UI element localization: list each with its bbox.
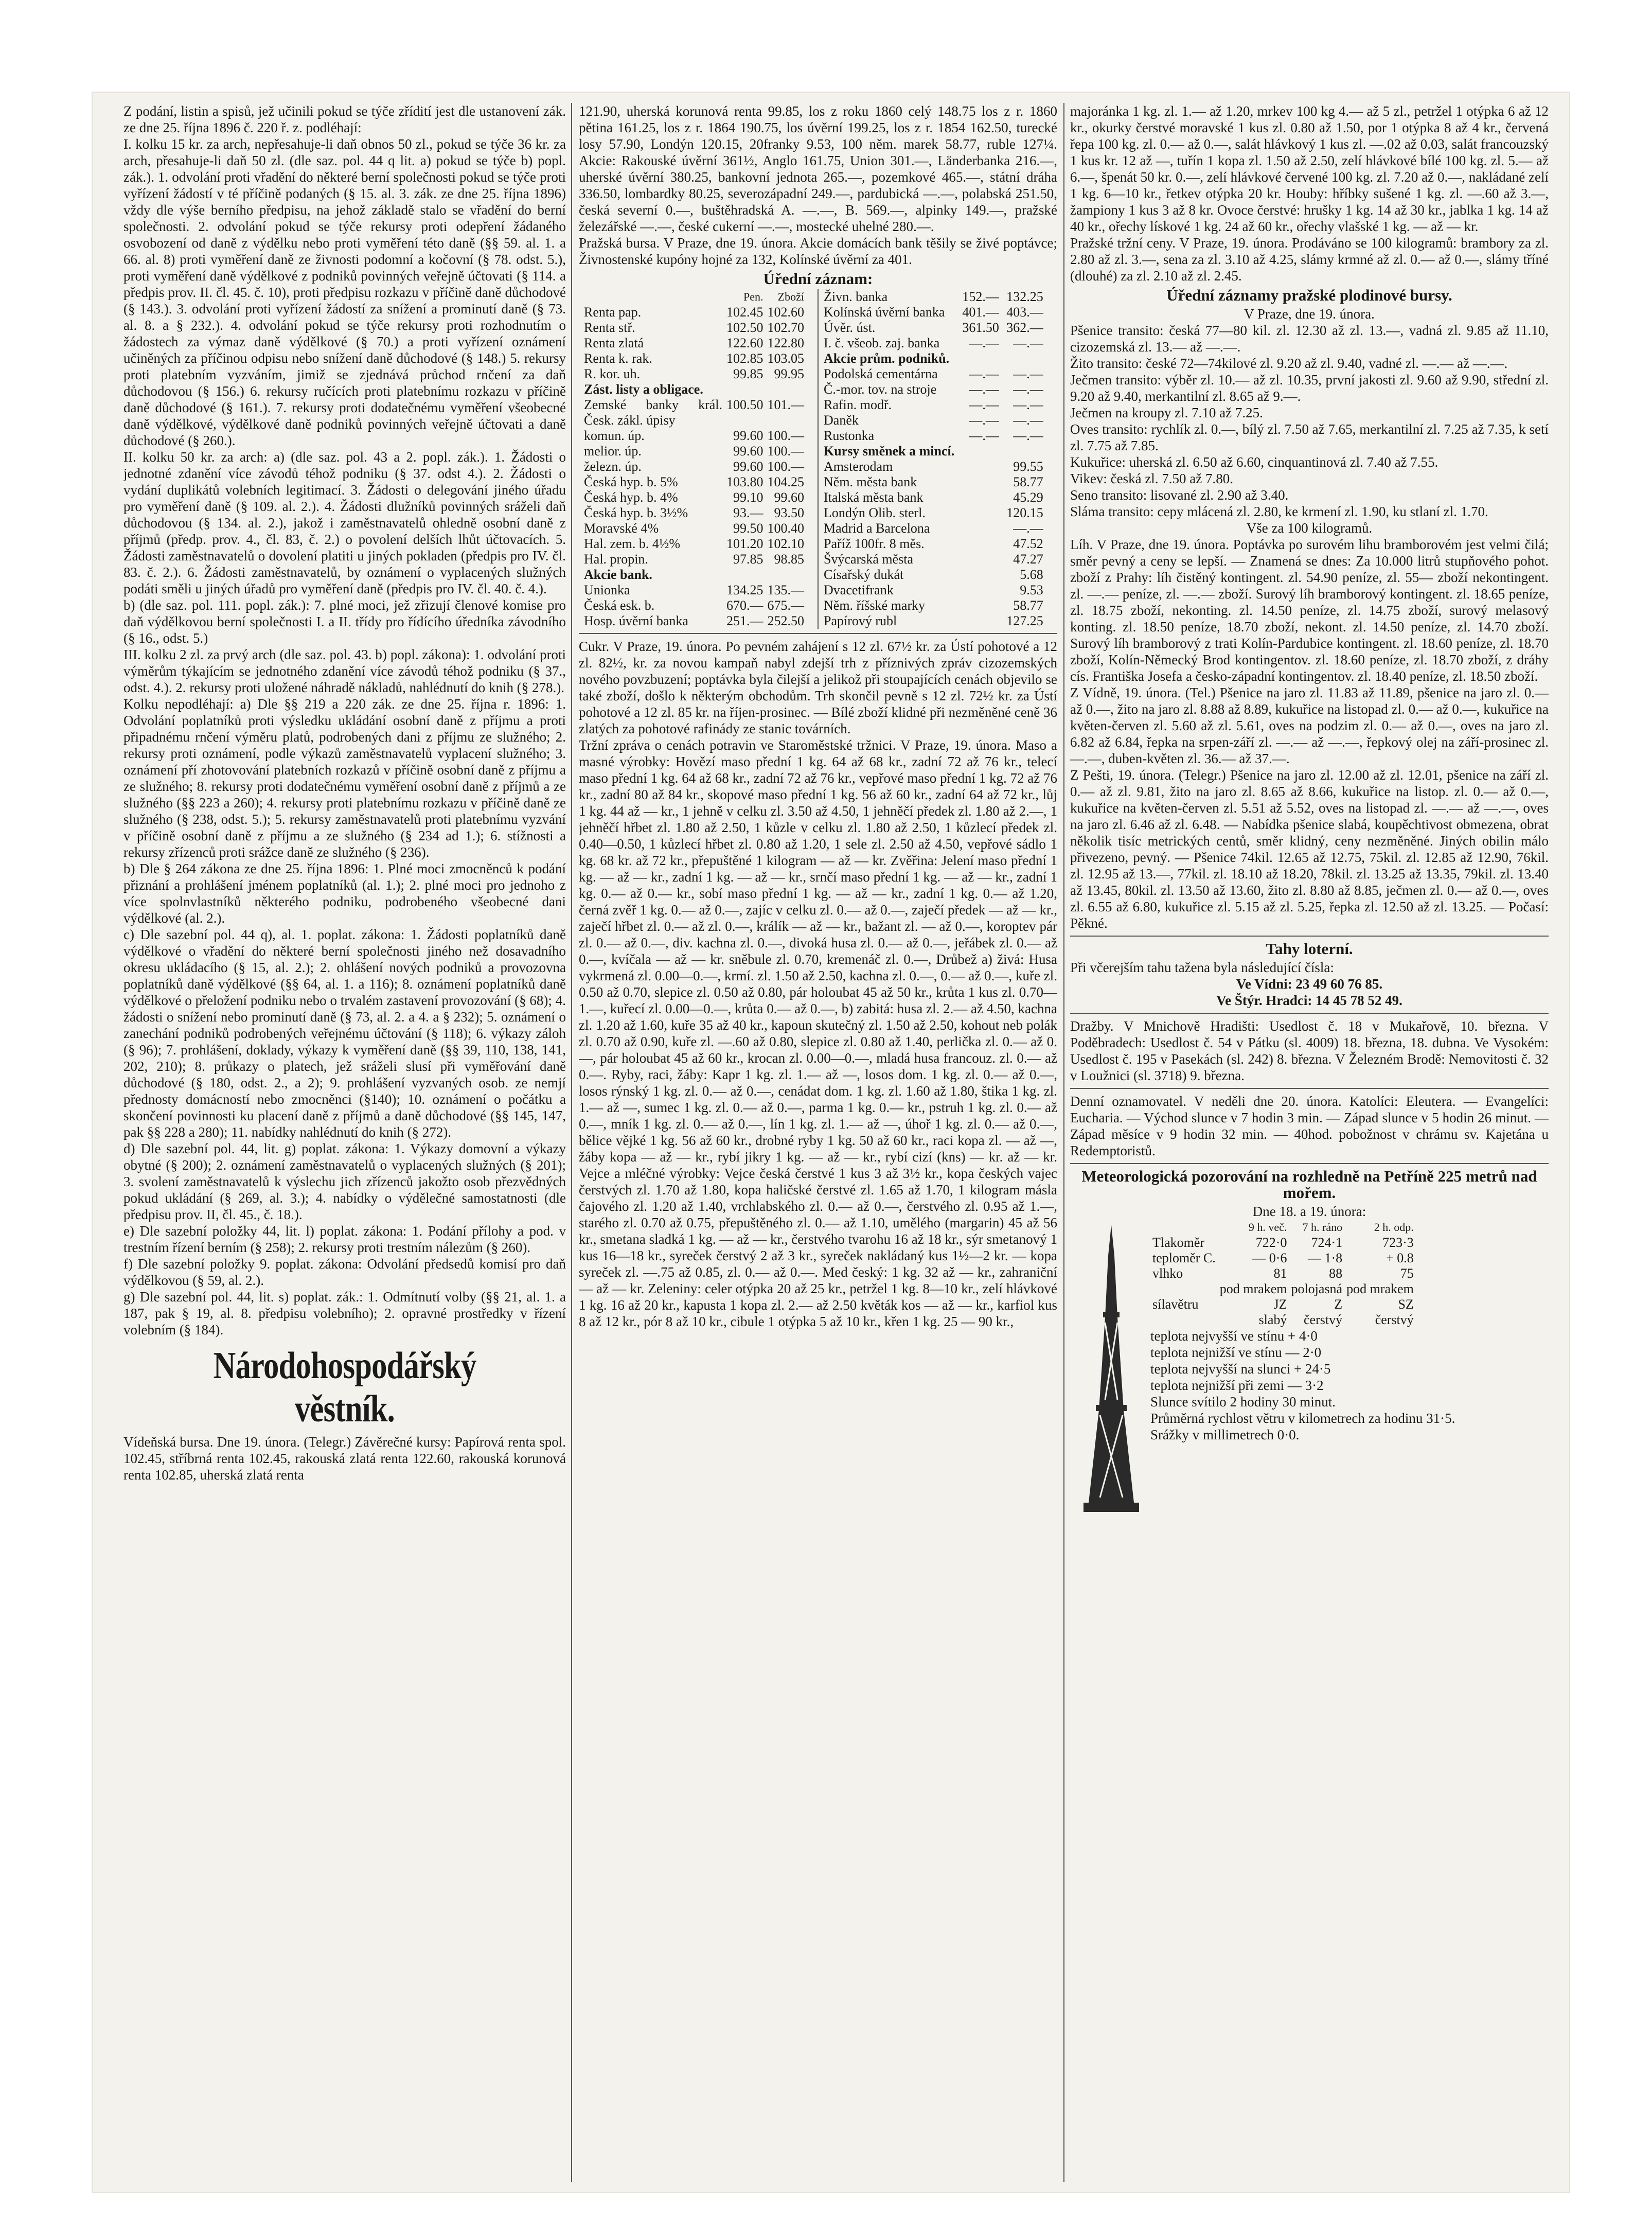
table-row: [822, 598, 1054, 613]
table-cell: čerstvý: [1375, 1312, 1414, 1327]
table-cell: 122.80: [767, 336, 804, 350]
table-cell: Zemské banky král. Česk. zákl. úpisy: [584, 397, 722, 428]
divider: [1070, 1088, 1549, 1089]
table-row: [822, 552, 1054, 567]
divider: [1070, 1013, 1549, 1014]
table-row: [1150, 1281, 1416, 1297]
table-cell: 103.05: [767, 351, 804, 366]
table-cell: 5.68: [1020, 567, 1043, 582]
table-cell: 122.60: [726, 336, 763, 350]
table-cell: Č.-mor. tov. na stroje: [824, 382, 937, 397]
table-cell: — 1·8: [1307, 1250, 1343, 1265]
paragraph: Při včerejším tahu tažena byla následující čísla:: [1070, 960, 1334, 975]
weather-table: [1150, 1220, 1416, 1328]
table-cell: 102.85: [726, 351, 763, 366]
table-row: [582, 598, 814, 613]
table-row: [822, 336, 1054, 351]
table-cell: Dvacetifrank: [824, 583, 894, 597]
table-row: [582, 444, 814, 459]
weather-note: teplota nejnižší při zemi — 3·2: [1150, 1378, 1324, 1393]
table-row: [582, 583, 814, 598]
table-cell: —.—: [1013, 521, 1043, 536]
table-cell: Italská města bank: [824, 490, 923, 505]
table-header-cell: [582, 289, 724, 305]
table-cell: Císařský dukát: [824, 567, 904, 582]
table-cell: čerstvý: [1304, 1312, 1343, 1327]
table-cell: 100.—: [767, 459, 804, 474]
table-cell: —.—: [1013, 428, 1043, 443]
table-cell: komun. úp.: [584, 428, 645, 443]
table-cell: R. kor. uh.: [584, 366, 641, 381]
table-row: [822, 305, 1054, 320]
table-cell: 47.27: [1013, 552, 1043, 567]
table-row: [822, 351, 1054, 366]
table-row: [582, 521, 814, 536]
table-cell: [957, 459, 1001, 474]
paragraph: Denní oznamovatel. V neděli dne 20. února. Katolíci: Eleutera. — Evangelíci: Eucharia. — Východ slunce v 7 hodin 3 min. — Západ slunce v 5 hodin 26 minut. — Západ měsíce v 9 hodin 32 min. — 40hod. pobožnost v chrámu sv. Kajetána u Redemptoristů.: [1070, 1094, 1549, 1158]
paragraph: II. kolku 50 kr. za arch: a) (dle saz. pol. 43 a 2. popl. zák.). 1. Žádosti o jednotné zdanění více závodů téhož podniku (§ 37. odst 4.). 2. Žádosti o vydání duplikátů volebních legitimací. 3. Žádosti o delegování jiného úřadu pro vyměření daně (§ 109. al. 2.). 4. Žádosti dlužníků povinných sráželi daň důchodovou (§ 134. al. 2.), jakož i zaměstnavatelů ohledně osobní daně z příjmů (předp. prov. 4., čl. 83, č. 2.) o povolení delších lhůt účtovacích. 5. Žádosti zaměstnavatelů o dovolení platiti u jiných pokladen (předpis pro IV. čl. 83. č. 2.). 6. Žádosti zaměstnavatelů, by oznámení o vyplacených služných podáti směli u jiných úřadů pro vyměření daně (předpis pro IV. čl. 40. č. 4.).: [123, 449, 566, 596]
table-cell: —.—: [1013, 397, 1043, 412]
paragraph: f) Dle sazební položky 9. poplat. zákona: Odvolání předsedů komisí pro daň výdělkovou (§ 59, al. 2.).: [123, 1256, 566, 1288]
section-heading: Národohospodářský věstník.: [213, 1345, 476, 1430]
table-cell: Česká esk. b.: [584, 598, 655, 613]
weather-note: teplota nejnižší ve stínu — 2·0: [1150, 1345, 1322, 1360]
table-header-cell: Pen.: [743, 290, 763, 303]
paragraph: Pražské tržní ceny. V Praze, 19. února. Prodáváno se 100 kilogramů: brambory za zl. 2.80 až zl. 3.—, sena za zl. 3.10 až 4.25, slámy krmné až zl. 0.— až 0.—, slámy tříné (dlouhé) za zl. 2.10 až zl. 2.45.: [1070, 235, 1549, 284]
table-row: [582, 428, 814, 444]
paragraph: Vídeňská bursa. Dne 19. února. (Telegr.) Závěrečné kursy: Papírová renta spol. 102.45, stříbrná renta 102.45, rakouská zlatá renta 122.60, rakouská korunová renta 102.85, uherská zlatá renta: [123, 1434, 566, 1483]
table-cell: 99.60: [733, 459, 763, 474]
paragraph: g) Dle sazební pol. 44, lit. s) poplat. zák.: 1. Odmítnutí volby (§§ 21, al. 1. a 187, pak § 19, al. 8. předpisu volebního); 2. opravné prostředky v řízení volebním (§ 184).: [123, 1289, 566, 1337]
paragraph: Oves transito: rychlík zl. 0.—, bílý zl. 7.50 až 7.65, merkantilní zl. 7.25 až 7.35, k setí zl. 7.75 až 7.85.: [1070, 421, 1549, 453]
table-row: [582, 459, 814, 474]
table-row: [582, 320, 814, 336]
table-cell: Moravské 4%: [584, 521, 659, 536]
table-cell: 101.20: [726, 536, 763, 551]
table-cell: 47.52: [1013, 536, 1043, 551]
table-cell: [957, 490, 1001, 505]
dateline: V Praze, dne 19. února.: [1244, 306, 1375, 322]
table-row: [822, 613, 1054, 629]
table-cell: Paříž 100fr. 8 měs.: [824, 536, 925, 551]
table-cell: [1150, 1281, 1218, 1297]
table-row: [822, 413, 1054, 428]
table-cell: polojasná: [1291, 1281, 1343, 1296]
table-header-row: [1150, 1220, 1416, 1235]
table-cell: Hal. zem. b. 4½%: [584, 536, 681, 551]
table-cell: 102.70: [767, 320, 804, 335]
table-cell: 75: [1400, 1266, 1414, 1281]
table-cell: 9.53: [1020, 583, 1043, 597]
table-cell: 722·0: [1255, 1235, 1287, 1250]
table-cell: 401.—: [962, 305, 999, 320]
weather-note: teplota nejvyšší ve stínu + 4·0: [1150, 1328, 1318, 1344]
quotes-table-right: [822, 289, 1054, 629]
table-cell: 99.60: [733, 428, 763, 443]
table-cell: 93.—: [733, 505, 763, 520]
table-cell: 101.—: [767, 397, 804, 412]
paragraph: Vše za 100 kilogramů.: [1246, 520, 1373, 536]
paragraph: Kolku nepodléhají: a) Dle §§ 219 a 220 zák. ze dne 25. října r. 1896: 1. Odvolání poplatníků proti výsledku ukládání osobní daně z příjmu a proti připadnému rnčení výměru platů, podrobených dani z příjmu ze služného; 2. rekursy proti oznámení, podle výkazů zaměstnavatelů vyplacení služného; 3. oznámení pří zhotovování platebních rozkazů v příčině osobní daně z příjmu a ze služného; 8. rekursy proti dodatečnému vyměření osobní daně z příjmů a ze služného (§§ 223 a 260); 4. rekursy proti platebnímu rozkazu v příčině daně ze služného (§ 238, odst. 5.); 5. rekursy zaměstnavatelů proti platebnímu vyzvání v příčině osobní daně z příjmu a ze služného (§ 234 ad 1.); 6. stížnosti a rekursy zřízenců proti srážce daně ze služného (§ 236).: [123, 696, 566, 860]
table-row: [582, 613, 814, 629]
paragraph: Ječmen transito: výběr zl. 10.— až zl. 10.35, první jakosti zl. 9.60 až 9.90, střední zl. 9.20 až 9.40, merkantilní zl. 8.65 až 9.—.: [1070, 372, 1549, 404]
table-row: [822, 428, 1054, 444]
table-cell: Daněk: [824, 413, 859, 428]
paragraph: Dražby. V Mnichově Hradišti: Usedlost č. 18 v Mukařově, 10. března. V Poděbradech: Usedlost č. 54 v Pátku (sl. 4009) 18. března, 18. dubna. Ve Vysokém: Usedlost č. 195 v Pasekách (sl. 242) 8. března. V Železném Brodě: Nemovitosti č. 32 v Loužnici (sl. 3718) 9. března.: [1070, 1018, 1549, 1083]
paragraph: Ječmen na kroupy zl. 7.10 až 7.25.: [1070, 405, 1263, 420]
table-cell: 134.25: [726, 583, 763, 597]
paragraph: Cukr. V Praze, 19. února. Po pevném zahájení s 12 zl. 67½ kr. za Ústí pohotové a 12 zl. 82½, kr. za novou kampaň nabyl zdejší trh z příznivých zpráv cizozemských nového povzbuzení; poptávka byla čilejší a jelikož při stoupajících cenách objevilo se také zboží, došlo k některým obchodům. Trh skončil pevně s 12 zl. 72½ kr. za Ústí pohotové a 12 zl. 85 kr. na říjen-prosinec. — Bílé zboží klidné při nezměněné ceně 36 zlatých za pohotové rafinády ze stanic továrních.: [579, 639, 1057, 736]
table-cell: Renta k. rak.: [584, 351, 652, 366]
section-heading: Tahy loterní.: [1266, 940, 1353, 958]
table-cell: —.—: [1013, 413, 1043, 428]
table-row: [822, 459, 1054, 474]
table-cell: Česká hyp. b. 5%: [584, 474, 678, 489]
column-middle: [579, 103, 1057, 2182]
table-cell: [957, 567, 1001, 583]
table-cell: Hosp. úvěrní banka: [584, 613, 688, 628]
table-header-cell: 9 h. več.: [1248, 1221, 1287, 1234]
paragraph: Seno transito: lisované zl. 2.90 až 3.40.: [1070, 487, 1289, 503]
table-cell: [957, 598, 1001, 613]
table-cell: Akcie prům. podniků.: [824, 351, 950, 366]
table-cell: Renta pap.: [584, 305, 642, 320]
table-cell: 99.60: [774, 490, 804, 505]
table-cell: 361.50: [962, 320, 999, 335]
table-cell: Česká hyp. b. 3½%: [584, 505, 688, 520]
weather-note: teplota nejvyšší na slunci + 24·5: [1150, 1361, 1331, 1377]
table-cell: [957, 613, 1001, 629]
table-header-cell: 7 h. ráno: [1302, 1221, 1343, 1234]
table-cell: pod mrakem: [1346, 1281, 1414, 1296]
paragraph: Vikev: česká zl. 7.50 až 7.80.: [1070, 471, 1234, 486]
paragraph: III. kolku 2 zl. za prvý arch (dle saz. pol. 43. b) popl. zákona): 1. odvolání proti výměrům týkajícím se jednotného zdanění více závodů téhož podniku (§ 37., odst. 4.). 2. rekursy proti uložené náhradě nákladů, nahlédnutí do knih (§ 278.).: [123, 647, 566, 695]
table-row: [582, 505, 814, 521]
table-cell: —.—: [969, 428, 999, 443]
table-cell: Papírový rubl: [824, 613, 897, 628]
table-cell: 102.60: [767, 305, 804, 320]
table-cell: 97.85: [733, 552, 763, 567]
table-cell: 100.—: [767, 444, 804, 459]
table-cell: —.—: [969, 366, 999, 381]
table-cell: 88: [1329, 1266, 1343, 1281]
table-header-cell: Zboží: [777, 290, 804, 303]
table-cell: slabý: [1258, 1312, 1287, 1327]
paragraph: Z Vídně, 19. února. (Tel.) Pšenice na jaro zl. 11.83 až 11.89, pšenice na jaro zl. 0.— až 0.—, žito na jaro zl. 8.88 až 8.89, kukuřice na listopad zl. 0.— až 0.—, kukuřice na květen-červen zl. 5.60 až zl. 5.61, oves na podzim zl. 0.— až 0.—, oves na jaro zl. 6.82 až 6.84, řepka na srpen-září zl. —.— až —.—, řepkový olej na září-prosinec zl. —.—, duben-květen zl. 36.— až 37.—.: [1070, 685, 1549, 766]
table-row: [582, 397, 814, 428]
table-cell: [810, 382, 814, 397]
table-cell: —.—: [969, 397, 999, 412]
table-row: [822, 382, 1054, 397]
table-row: [1150, 1266, 1416, 1281]
table-cell: Česká hyp. b. 4%: [584, 490, 678, 505]
table-header-cell: [1150, 1220, 1218, 1235]
table-cell: 99.85: [733, 366, 763, 381]
table-row: [822, 366, 1054, 382]
table-cell: —.—: [1013, 366, 1043, 381]
table-row: [582, 567, 814, 583]
table-cell: 403.—: [1006, 305, 1043, 320]
paragraph: Sláma transito: cepy mlácená zl. 2.80, ke krmení zl. 1.90, ku stlaní zl. 1.70.: [1070, 504, 1488, 519]
petrin-tower-illustration: [1080, 1225, 1142, 1513]
table-cell: 81: [1273, 1266, 1287, 1281]
paragraph: Pšenice transito: česká 77—80 kil. zl. 12.30 až zl. 13.—, vadná zl. 9.85 až 11.10, cizozemská zl. 13.— až —.—.: [1070, 323, 1549, 355]
table-cell: [957, 474, 1001, 490]
table-cell: 120.15: [1006, 505, 1043, 520]
table-cell: [957, 552, 1001, 567]
table-cell: vlhko: [1152, 1266, 1183, 1281]
table-row: [822, 444, 1054, 459]
section-heading: Meteorologická pozorování na rozhledně na Petříně 225 metrů nad mořem.: [1081, 1167, 1537, 1202]
table-row: [582, 474, 814, 490]
table-cell: 102.50: [726, 320, 763, 335]
table-cell: [810, 567, 814, 583]
table-cell: [806, 567, 810, 583]
table-cell: JZ: [1273, 1297, 1287, 1312]
table-row: [822, 289, 1054, 305]
table-cell: Tlakoměr: [1152, 1235, 1205, 1250]
table-cell: 99.50: [733, 521, 763, 536]
table-cell: 99.55: [1013, 459, 1043, 474]
table-cell: —.—: [969, 413, 999, 428]
table-cell: 98.85: [774, 552, 804, 567]
table-row: [822, 521, 1054, 536]
table-cell: I. č. všeob. zaj. banka: [824, 336, 940, 350]
table-cell: Hal. propin.: [584, 552, 648, 567]
table-cell: železn. úp.: [584, 459, 642, 474]
dateline: Dne 18. a 19. února:: [1252, 1204, 1366, 1219]
paragraph: e) Dle sazební položky 44, lit. l) poplat. zákona: 1. Podání přílohy a pod. v trestním řízení berním (§ 258); 2. rekursy proti trestním nálezům (§ 260).: [123, 1223, 566, 1255]
paragraph: c) Dle sazební pol. 44 q), al. 1. poplat. zákona: 1. Žádosti poplatníků daně výdělkové o vřadění do některé berní společnosti jiného než dosavadního okresu ukládacího (§ 15, al. 2.); 2. ohlášení nových podniků a provozovna poplatníků daně výdělkové (§§ 64, al. 1. a 116); 8. oznámení poplatníků daně výdělkové o přeložení podniku nebo o trvalém zastavení provozování (§ 68); 4. žádosti o snížení nebo prominutí daně (§ 73, al. 2. a 4. a § 232); 5. oznámení o zanechání podniků podrobených veřejnému účtování (§ 118); 6. výkazy záloh (§ 96); 7. prohlášení, doklady, výkazy k vyměření daně (§§ 39, 110, 138, 141, 202, 210); 8. průkazy o platech, jež sráželi slusí při vyměřování daně důchodové (§ 180, odst. 2., a 2); 9. prohlášení vyzvaných osob. ze nemjí přednosty domácností nebo zmocněnci (§140); 10. oznámení o počátku a skončení povinnosti ku placení daně z příjmů a daně důchodové (§§ 145, 147, pak §§ 228 a 280); 11. nabídky nahlédnutí do knih (§ 272).: [123, 927, 566, 1140]
paragraph: majoránka 1 kg. zl. 1.— až 1.20, mrkev 100 kg 4.— až 5 zl., petržel 1 otýpka 6 až 12 kr., okurky čerstvé moravské 1 kus zl. 0.80 až 1.50, por 1 otýpka 8 až 4 kr., červená řepa 100 kg. zl. 0.— až 0.—, salát hlávkový 1 kus zl. —.02 až 0.03, salát francouzský 1 kus kr. 12 až —, tuřín 1 kopa zl. 1.50 až 2.50, zelí hlávkové bílé 100 kg. zl. 5.— až 6.—, špenát 50 kr. 0.—, zelí hlávkové červené 100 kg. zl. 7.20 až 0.—, nakládané zelí 1 kg. 6—10 kr., řetkev otýpka 20 kr. Houby: hříbky sušené 1 kg. zl. —.60 až 3.—, žampiony 1 kus 3 až 8 kr. Ovoce čerstvé: hrušky 1 kg. 14 až 30 kr., jablka 1 kg. 14 až 40 kr., ořechy lískové 1 kg. 24 až 60 kr., ořechy vlašské 1 kg. — až — kr.: [1070, 103, 1549, 234]
table-row: [582, 336, 814, 351]
table-cell: Renta zlatá: [584, 336, 644, 350]
table-cell: Švýcarská města: [824, 552, 914, 567]
table-row: [1150, 1312, 1416, 1328]
table-row: [822, 397, 1054, 413]
table-cell: 100.50: [726, 397, 763, 412]
table-row: [822, 490, 1054, 505]
table-cell: 132.25: [1006, 289, 1043, 304]
table-cell: Rustonka: [824, 428, 875, 443]
table-cell: 127.25: [1006, 613, 1043, 628]
table-cell: + 0.8: [1386, 1250, 1414, 1265]
paragraph: b) Dle § 264 zákona ze dne 25. října 1896: 1. Plné moci zmocněnců k podání přiznání a prohlášení jménem poplatníků (al. 1.); 2. plné moci pro jednoho z více spolnvlastníků některého podniku, podrobeného všeobecné dani výdělkové (al. 2.).: [123, 861, 566, 926]
table-row: [822, 536, 1054, 552]
weather-note: Slunce svítilo 2 hodiny 30 minut.: [1150, 1394, 1336, 1410]
table-cell: Zást. listy a obligace.: [584, 382, 703, 397]
paragraph: Kukuřice: uherská zl. 6.50 až 6.60, cinquantinová zl. 7.40 až 7.55.: [1070, 454, 1438, 470]
table-cell: 362.—: [1006, 320, 1043, 335]
table-cell: [806, 382, 810, 397]
table-cell: Kolínská úvěrní banka: [824, 305, 945, 320]
table-cell: [1050, 444, 1054, 459]
table-row: [582, 536, 814, 552]
table-row: [822, 583, 1054, 598]
table-row: [1150, 1297, 1416, 1312]
paragraph: d) Dle sazební pol. 44, lit. g) poplat. zákona: 1. Výkazy domovní a výkazy obytné (§ 200); 2. oznámení zaměstnavatelů o vyplacených služných (§ 201); 3. svolení zaměstnavatelů k výslechu jich zřízenců jakožto osob přezvědných pokud ukládání (§ 269, al. 3.); 4. nabídky o výdělečné samostatnosti (dle předpisu prov. II, čl. 45., č. 18.).: [123, 1141, 566, 1222]
weather-note: Průměrná rychlost větru v kilometrech za hodinu 31·5.: [1150, 1411, 1455, 1426]
table-cell: 102.10: [767, 536, 804, 551]
table-cell: 100.40: [767, 521, 804, 536]
table-cell: 102.45: [726, 305, 763, 320]
table-row: [1150, 1250, 1416, 1266]
paragraph: 121.90, uherská korunová renta 99.85, los z roku 1860 celý 148.75 los z r. 1860 pětina 161.25, los z r. 1864 190.75, los úvěrní 199.25, los z r. 1854 162.50, turecké losy 57.90, Londýn 120.15, 20franky 9.53, 100 něm. marek 58.77, ruble 127¼. Akcie: Rakouské úvěrní 361½, Anglo 161.75, Union 301.—, Länderbanka 216.—, uherské úvěrní 380.25, bankovní jednota 265.—, pozemkové 465.—, státní dráha 336.50, lombardky 80.25, severozápadní 249.—, pardubická —.—, polabská 251.50, česká severní 0.—, buštěhradská A. —.—, B. 569.—, alpinky 149.—, pražské železářské —.—, české cukerní —.—, mostecké uhelné 280.—.: [579, 103, 1057, 234]
table-cell: 724·1: [1311, 1235, 1343, 1250]
table-cell: [1045, 444, 1050, 459]
table-row: [582, 305, 814, 320]
table-cell: 103.80: [726, 474, 763, 489]
table-row: [582, 366, 814, 382]
weather-note: Srážky v millimetrech 0·0.: [1150, 1427, 1300, 1442]
table-cell: [1050, 351, 1054, 366]
table-row: [582, 351, 814, 366]
table-cell: 251.—: [726, 613, 763, 628]
paragraph: I. kolku 15 kr. za arch, nepřesahuje-li daň obnos 50 zl., pokud se týče 36 kr. za arch, přesahuje-li daň 50 zl. (dle saz. pol. 44 q lit. a) pokud se týče b) popl. zák.). 1. odvolání proti vřadění do některé berní společnosti pokud se týče proti vyřízení žádostí v té příčině podaných (§ 15. al. 3. zák. ze dne 25. října 1896) vždy dle výše berního předpisu, na jehož základě stalo se vřadění do berní společnosti. 2. odvolání pokud se týče rekursy proti odepření žádaného osvobození od daně z výdělku nebo proti vyměření této daně (§§ 59. al. 1. a 66. al. 8) proti vyměření daně ze živnosti podomní a kočovní (§ 78. odst. 5.), proti vyměření daně výdělkové z podniků povinných veřejně účtovati (§ 114. a předpis prov. II. čl. 45. č. 10), proti předpisu rozkazu v příčině daně důchodové (§ 143.). 3. odvolání proti vyřízení žádostí za snížení a prominutí daně (§ 73. al. 8. a § 232.). 4. odvolání pokud se týče rekursy proti rozhodnutím o žádostech za výmaz daně výdělkové (§ 70.) a proti vyřízení oznámení učiněných za příčinou odpisu nebo snížení daně důchodové (§ 148.) 5. rekursy proti platebním vyzváním, jimiž se zjednává průchod rnčení za daň důchodovou (§ 156.) 6. rekursy ručících proti platebnímu rozkazu v příčině daně důchodové (§ 161.). 7. rekursy proti dodatečnému vyměření všeobecné daně výdělkové, výdělkové daně podniků povinných veřejně účtovati a daně důchodové (§ 260.).: [123, 136, 566, 448]
table-cell: —.—: [1013, 336, 1043, 350]
table-cell: [957, 505, 1001, 521]
table-cell: 58.77: [1013, 598, 1043, 613]
divider: [1070, 1163, 1549, 1164]
table-cell: Madrid a Barcelona: [824, 521, 930, 536]
table-cell: SZ: [1398, 1297, 1414, 1312]
table-cell: Něm. říšské marky: [824, 598, 926, 613]
table-cell: [1150, 1312, 1218, 1328]
table-cell: Renta stř.: [584, 320, 635, 335]
table-row: [822, 320, 1054, 336]
table-cell: Kursy směnek a mincí.: [824, 444, 955, 459]
table-cell: 93.50: [774, 505, 804, 520]
table-cell: [957, 536, 1001, 552]
column-right: [1070, 103, 1549, 2182]
table-cell: Rafin. modř.: [824, 397, 892, 412]
table-cell: —.—: [969, 382, 999, 397]
paragraph: Tržní zpráva o cenách potravin ve Staroměstské tržnici. V Praze, 19. února. Maso a masné výrobky: Hovězí maso přední 1 kg. 64 až 68 kr., zadní 72 až 76 kr., telecí maso přední 1 kg. 64 až 68 kr., zadní 72 až 76 kr., vepřové maso přední 1 kg. 72 až 76 kr., zadní 80 až 84 kr., skopové maso přední 1 kg. 56 až 60 kr., zadní 64 až 72 kr., lůj 1 kg. 44 až — kr., 1 jehně v celku zl. 3.50 až 4.50, 1 jehněčí předek zl. 1.80 až 2.—, 1 jehněčí hřbet zl. 1.80 až 2.50, 1 kůzle v celku zl. 1.80 až 2.50, 1 kůzlecí předek zl. 0.40—0.50, 1 kůzlecí hřbet zl. 0.80 až 1.20, 1 sele zl. 2.50 až 4.50, vepřové sádlo 1 kg. 68 kr. až 72 kr., přepuštěné 1 kilogram — až — kr. Zvěřina: Jelení maso přední 1 kg. — až — kr., zadní 1 kg. — až — kr., srnčí maso přední 1 kg. — až — kr., zadní 1 kg. 0.— až 0.— kr., sobí maso přední 1 kg. — až — kr., zadní 1 kg. 0.— až 1.20, černá zvěř 1 kg. 0.— až 0.—, zajíc v celku zl. 0.— až 0.—, zaječí předek — až — kr., zaječí hřbet zl. 0.— až zl. 0.—, králík — až — kr., bažant zl. — až 0.—, koroptev pár zl. 0.— až 0.—, div. kachna zl. 0.—, divoká husa zl. 0.— až 0.—, jeřábek zl. 0.— až 0.—, kvíčala — až — kr. sněbule zl. 0.70, kremenáč zl. 0.—, Drůbež a) živá: Husa vykrmená zl. 0.00—0.—, krmí. zl. 1.50 až 2.50, kachna zl. 0.—, 0.— až 0.—, kuře zl. 0.50 až 0.70, slepice zl. 0.50 až 0.80, pár holoubat 45 až 50 kr., krůta 1 kus zl. 0.70—1.—, kuřecí zl. 0.00—0.—, krůta 0.— až 0.—, b) zabitá: husa zl. 2.— až 4.50, kachna zl. 1.20 až 1.60, kuře 35 až 40 kr., kapoun skutečný zl. 1.50 až 2.50, kohout neb polák zl. 0.70 až 0.90, kuře zl. —.60 až 0.80, slepice zl. 0.80 až 1.40, perlička zl. 0.— až 0.—, pár holoubat 45 až 60 kr., krocan zl. 0.00—0.—, mladá husa francouz. zl. 0.— až 0.—. Ryby, raci, žáby: Kapr 1 kg. zl. 1.— až —, losos dom. 1 kg. zl. 0.— až 0.—, losos rýnský 1 kg. zl. 0.— až 0.—, cenádat dom. 1 kg. zl. 1.60 až 1.80, štika 1 kg. zl. 1.— až —, sumec 1 kg. zl. 0.— až 0.—, parma 1 kg. 0.— kr., pstruh 1 kg. zl. 0.— až 0.—, mník 1 kg. zl. 0.— až 0.—, lín 1 kg. zl. 1.— až —, úhoř 1 kg. zl. 0.— až 0.—, bělice vějké 1 kg. 56 až 60 kr., drobné ryby 1 kg. 50 až 60 kr., raci kopa zl. — až —, žáby kopa — až — kr., rybí jikry 1 kg. — až — kr., rybí cizí (kns) — kr. až — kr. Vejce a mléčné výrobky: Vejce česká čerstvé 1 kus 3 až 3½ kr., kopa českých vajec čerstvých zl. 1.70 až 1.80, kopa haličské čerstvé zl. 1.65 až 1.70, 1 kilogram másla čajového zl. 1.20 až 1.40, vrchlabského zl. 0.— až 0.—, čerstvého zl. 0.95 až 1.—, starého zl. 0.70 až 0.75, přepuštěného zl. 0.— až 1.10, umělého (margarin) 45 až 56 kr., smetana sladká 1 kg. — až — kr., čerstvého tvarohu 16 až 18 kr., sýr smetanový 1 kus 16—18 kr., syreček čerstvý 2 až 3 kr., syreček nakládaný kus 1½—2 kr. — kopa syreček zl. —.75 až 0.85, zl. 0.— až 0.—. Med český: 1 kg. 32 až — kr., zahraniční — až — kr. Zeleniny: celer otýpka 20 až 25 kr., petržel 1 kg. 8—10 kr., zelí hlávkové 1 kg. 16 až 20 kr., kapusta 1 kopa zl. 2.— až 2.50 květák kos — až — kr., karfiol kus 8 až 12 kr., pór 8 až 10 kr., cibule 1 otýpka 5 až 10 kr., křen 1 kg. 25 — 90 kr.,: [579, 737, 1057, 1329]
table-row: [822, 567, 1054, 583]
table-cell: 100.—: [767, 428, 804, 443]
table-cell: 45.29: [1013, 490, 1043, 505]
table-cell: Unionka: [584, 583, 630, 597]
table-cell: melior. úp.: [584, 444, 642, 459]
table-cell: Londýn Olib. sterl.: [824, 505, 926, 520]
newspaper-page: [93, 93, 1569, 2192]
table-row: [582, 490, 814, 505]
section-heading: Úřední záznamy pražské plodinové bursy.: [1166, 286, 1452, 304]
table-cell: 99.10: [733, 490, 763, 505]
table-cell: Amsterodam: [824, 459, 893, 474]
table-header-row: [582, 289, 814, 305]
table-title: Úřední záznam:: [763, 270, 873, 288]
divider: [1070, 936, 1549, 937]
paragraph: b) (dle saz. pol. 111. popl. zák.): 7. plné moci, jež zřizují členové komise pro daň výdělkovou berní společnosti I. a II. třídy pro řídícího úředníka závodního (§ 16., odst. 5.): [123, 597, 566, 646]
table-cell: 252.50: [767, 613, 804, 628]
paragraph: Líh. V Praze, dne 19. února. Poptávka po surovém lihu bramborovém jest velmi čilá; směr pevný a ceny se lepší. — Znamená se dnes: Za 10.000 litrů stupňového pohot. zboží z Prahy: líh čistěný kontingent. zl. 54.90 peníze, zl. 55— zboží nekontingent. zl. —.— peníze, zl. —.— zboží. Surový líh bramborový kontingent. zl. 18.65 peníze, zl. 18.75 zboží, nekonting. zl. 14.50 peníze, zl. 14.75 zboží, surový melasový konting. zl. 18.50 peníze, 18.70 zboží, nekont. zl. 14.50 peníze, zl. 14.70 zboží. Surový líh bramborový z trati Kolín-Pardubice kontingent. zl. 18.60 peníze, zl. 18.70 zboží, Kolín-Německý Brod kontingentov. zl. 18.60 peníze, zl. 18.70 zboží, z dráhy cís. Františka Josefa a česko-západní kontingentov. zl. 18.40 peníze, zl. 18.50 zboží.: [1070, 537, 1549, 684]
table-cell: 670.—: [726, 598, 763, 613]
table-cell: Z: [1334, 1297, 1343, 1312]
table-cell: —.—: [969, 336, 999, 350]
column-divider: [1063, 103, 1064, 2182]
table-cell: 152.—: [962, 289, 999, 304]
table-cell: teploměr C.: [1152, 1250, 1216, 1265]
table-cell: Něm. města bank: [824, 474, 917, 489]
table-header-cell: 2 h. odp.: [1374, 1221, 1414, 1234]
table-row: [822, 474, 1054, 490]
paragraph: Pražská bursa. V Praze, dne 19. února. Akcie domácích bank těšily se živé poptávce; Živnostenské kupóny hojné za 132, Kolínské úvěrní za 401.: [579, 235, 1057, 267]
table-row: [1150, 1235, 1416, 1250]
table-cell: Úvěr. úst.: [824, 320, 876, 335]
column-divider: [571, 103, 572, 2182]
table-cell: [957, 583, 1001, 598]
table-cell: Živn. banka: [824, 289, 888, 304]
quotes-table-left: [582, 289, 814, 629]
table-cell: [957, 521, 1001, 536]
table-cell: Podolská cementárna: [824, 366, 938, 381]
column-left: [123, 103, 566, 2182]
table-row: [582, 552, 814, 567]
table-row: [822, 505, 1054, 521]
paragraph: Z Pešti, 19. února. (Telegr.) Pšenice na jaro zl. 12.00 až zl. 12.01, pšenice na září zl. 0.— až zl. 9.81, žito na jaro zl. 8.65 až 8.66, kukuřice na listop. zl. 0.— až 0.—, kukuřice na květen-červen zl. 5.51 až 5.52, oves na listopad zl. —.— až —.—, oves na jaro zl. 6.46 až zl. 6.48. — Nabídka pšenice slabá, koupěchtivost obmezena, obrat několik tisíc metrických centů, směr klidný, ceny nezměněné. Jiných obilin málo přivezeno, pevný. — Pšenice 74kil. 12.65 až 12.75, 75kil. zl. 12.85 až 12.90, 76kil. zl. 12.95 až 13.—, 77kil. zl. 18.10 až 18.20, 78kil. zl. 13.25 až 13.35, 79kil. zl. 13.40 až 13.45, 80kil. zl. 13.50 až 13.60, žito zl. 8.80 až 8.85, ječmen zl. 0.— až 0.—, oves zl. 6.55 až 6.80, kukuřice zl. 5.15 až zl. 5.25, řepka zl. 12.50 až zl. 13.25. — Počasí: Pěkné.: [1070, 767, 1549, 931]
table-cell: 104.25: [767, 474, 804, 489]
table-cell: 99.95: [774, 366, 804, 381]
table-cell: —.—: [1013, 382, 1043, 397]
table-cell: 99.60: [733, 444, 763, 459]
table-row: [582, 382, 814, 397]
table-cell: 675.—: [767, 598, 804, 613]
divider: [579, 633, 1057, 634]
table-cell: sílavětru: [1152, 1297, 1199, 1312]
paragraph: Z podání, listin a spisů, jež učinili pokud se týče zřídití jest dle ustanovení zák. ze dne 25. října 1896 č. 220 ř. z. podléhají:: [123, 103, 566, 135]
lottery-numbers: Ve Štýr. Hradci: 14 45 78 52 49.: [1216, 993, 1402, 1008]
table-cell: 723·3: [1382, 1235, 1414, 1250]
table-cell: [1045, 351, 1050, 366]
quotes-table: [579, 289, 1057, 629]
table-cell: — 0·6: [1252, 1250, 1287, 1265]
table-cell: 58.77: [1013, 474, 1043, 489]
lottery-numbers: Ve Vídni: 23 49 60 76 85.: [1236, 976, 1383, 992]
paragraph: Žito transito: české 72—74kilové zl. 9.20 až zl. 9.40, vadné zl. —.— až —.—.: [1070, 356, 1508, 371]
table-cell: 135.—: [767, 583, 804, 597]
table-cell: pod mrakem: [1219, 1281, 1287, 1296]
table-cell: Akcie bank.: [584, 567, 652, 582]
